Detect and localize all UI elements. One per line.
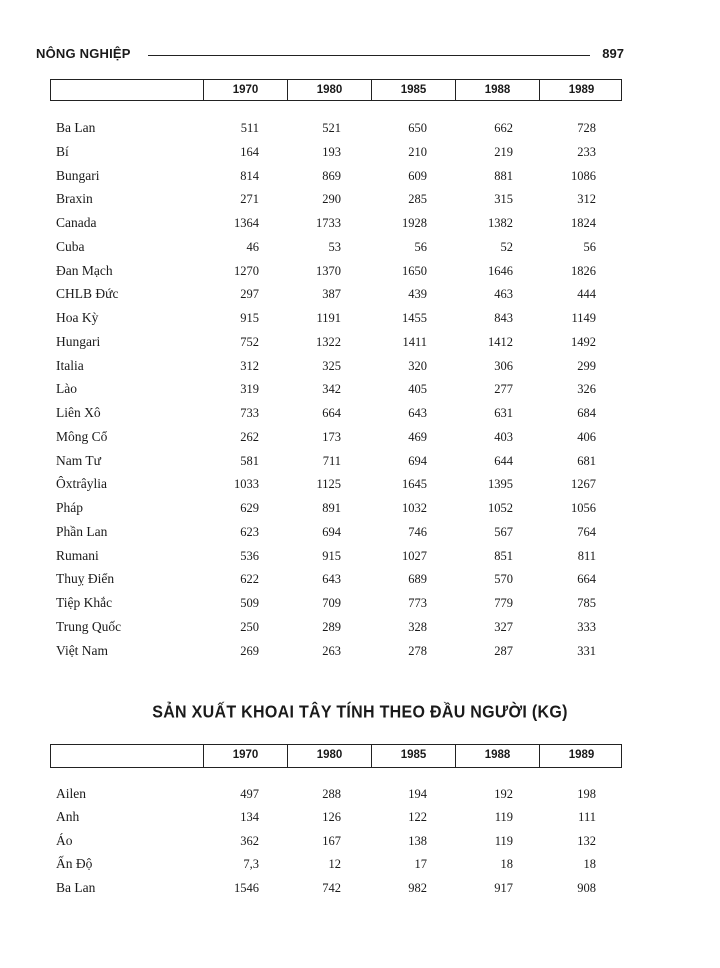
table2-header [50,744,622,768]
running-header [36,46,624,66]
value-cell: 192 [494,787,513,801]
value-cell: 746 [408,524,427,539]
country-name: Nam Tư [56,452,101,468]
value-cell: 631 [494,406,513,420]
value-cell: 1546 [234,880,259,895]
value-cell: 320 [408,358,427,373]
country-name: Cuba [56,238,85,254]
value-cell: 728 [577,121,596,135]
country-name: Hoa Kỳ [56,310,99,325]
table-row [56,120,604,144]
value-cell: 1370 [316,263,341,278]
country-name: Tiệp Khắc [56,595,113,610]
value-cell: 694 [408,453,427,468]
table-row [56,500,604,524]
value-cell: 134 [240,810,259,825]
value-cell: 1364 [234,216,259,230]
country-name: CHLB Đức [56,286,119,302]
value-cell: 567 [494,524,513,539]
table-row [56,144,604,168]
value-cell: 681 [577,453,596,468]
value-cell: 444 [577,287,596,302]
country-name: Phần Lan [56,523,108,539]
value-cell: 56 [583,239,596,254]
value-cell: 164 [240,144,259,159]
value-cell: 463 [494,287,513,302]
value-cell: 869 [322,168,341,183]
value-cell: 689 [408,572,427,587]
value-cell: 469 [408,429,427,444]
value-cell: 122 [408,810,427,825]
table-row [56,856,604,880]
country-name: Ba Lan [56,120,96,135]
table-row [56,453,604,477]
value-cell: 333 [577,619,596,634]
table-row [56,643,604,667]
value-cell: 662 [494,121,513,135]
column-header: 1989 [539,80,623,100]
value-cell: 851 [494,548,513,563]
value-cell: 521 [322,121,341,135]
value-cell: 1322 [316,334,341,349]
value-cell: 18 [500,857,513,872]
value-cell: 773 [408,596,427,610]
value-cell: 664 [322,406,341,420]
value-cell: 1056 [571,501,596,515]
value-cell: 46 [246,239,259,254]
value-cell: 1033 [234,477,259,492]
value-cell: 173 [322,429,341,444]
value-cell: 1032 [402,501,427,515]
value-cell: 1646 [488,263,513,278]
value-cell: 1650 [402,263,427,278]
country-name: Rumani [56,547,99,563]
table2-title: SẢN XUẤT KHOAI TÂY TÍNH THEO ĐẦU NGƯỜI (KG) [152,703,568,722]
column-header: 1970 [203,745,287,767]
value-cell: 1270 [234,263,259,278]
value-cell: 843 [494,311,513,325]
value-cell: 915 [322,548,341,563]
value-cell: 342 [322,382,341,397]
table1-header [50,79,622,101]
table-row [56,619,604,643]
value-cell: 917 [494,880,513,895]
value-cell: 119 [494,833,513,848]
table-row [56,191,604,215]
value-cell: 403 [494,429,513,444]
country-name: Italia [56,357,84,373]
table-row [56,880,604,904]
value-cell: 193 [322,144,341,159]
country-name: Anh [56,809,80,825]
country-name: Ôxtrâylia [56,476,107,492]
value-cell: 752 [240,334,259,349]
column-header: 1989 [539,745,623,767]
value-cell: 17 [414,857,427,872]
value-cell: 233 [577,144,596,159]
value-cell: 219 [494,144,513,159]
table-row [56,405,604,429]
table-row [56,310,604,334]
value-cell: 262 [240,429,259,444]
header-blank-cell [51,745,203,767]
value-cell: 622 [240,572,259,587]
value-cell: 111 [578,810,596,825]
value-cell: 278 [408,643,427,658]
table-row [56,595,604,619]
value-cell: 1928 [402,216,427,230]
value-cell: 891 [322,501,341,515]
value-cell: 881 [494,168,513,183]
value-cell: 387 [322,287,341,302]
value-cell: 250 [240,619,259,634]
value-cell: 814 [240,168,259,183]
country-name: Ailen [56,786,86,801]
value-cell: 1733 [316,216,341,230]
value-cell: 439 [408,287,427,302]
country-name: Lào [56,381,77,397]
country-name: Ba Lan [56,879,96,895]
value-cell: 509 [240,596,259,610]
table-row [56,571,604,595]
table-row [56,429,604,453]
value-cell: 764 [577,524,596,539]
value-cell: 1645 [402,477,427,492]
table-row [56,476,604,500]
table-row [56,334,604,358]
country-name: Braxin [56,191,93,207]
value-cell: 12 [328,857,341,872]
value-cell: 1267 [571,477,596,492]
country-name: Ấn Độ [56,856,93,872]
country-name: Liên Xô [56,405,101,420]
value-cell: 536 [240,548,259,563]
table-row [56,358,604,382]
value-cell: 331 [577,643,596,658]
column-header: 1988 [455,80,539,100]
table-row [56,263,604,287]
value-cell: 285 [408,192,427,207]
value-cell: 1395 [488,477,513,492]
value-cell: 1382 [488,216,513,230]
value-cell: 908 [577,880,596,895]
value-cell: 198 [577,787,596,801]
country-name: Bí [56,143,69,159]
value-cell: 694 [322,524,341,539]
value-cell: 271 [240,192,259,207]
value-cell: 733 [240,406,259,420]
value-cell: 1824 [571,216,596,230]
value-cell: 742 [322,880,341,895]
value-cell: 406 [577,429,596,444]
value-cell: 362 [240,833,259,848]
country-name: Hungari [56,333,101,349]
value-cell: 629 [240,501,259,515]
table-row [56,215,604,239]
value-cell: 299 [577,358,596,373]
value-cell: 132 [577,833,596,848]
value-cell: 1052 [488,501,513,515]
value-cell: 126 [322,810,341,825]
country-name: Mông Cổ [56,428,108,444]
country-name: Pháp [56,500,83,515]
column-header: 1970 [203,80,287,100]
value-cell: 581 [240,453,259,468]
value-cell: 56 [414,239,427,254]
country-name: Đan Mạch [56,262,113,278]
value-cell: 1125 [316,477,341,492]
section-title: NÔNG NGHIỆP [36,46,131,61]
value-cell: 570 [494,572,513,587]
country-name: Thuỵ Điển [56,571,115,587]
value-cell: 709 [322,596,341,610]
value-cell: 1411 [402,334,427,349]
value-cell: 312 [577,192,596,207]
value-cell: 779 [494,596,513,610]
value-cell: 306 [494,358,513,373]
column-header: 1985 [371,80,455,100]
value-cell: 511 [240,121,259,135]
value-cell: 288 [322,787,341,801]
table-row [56,168,604,192]
value-cell: 210 [408,144,427,159]
value-cell: 289 [322,619,341,634]
table-row [56,524,604,548]
table-row [56,786,604,810]
value-cell: 643 [408,406,427,420]
value-cell: 1149 [571,311,596,325]
header-rule [148,55,590,56]
value-cell: 497 [240,787,259,801]
value-cell: 915 [240,311,259,325]
value-cell: 1826 [571,263,596,278]
table-row [56,809,604,833]
table-row [56,239,604,263]
value-cell: 119 [494,810,513,825]
table-row [56,548,604,572]
table-row [56,381,604,405]
table-row [56,833,604,857]
value-cell: 609 [408,168,427,183]
country-name: Áo [56,832,73,848]
value-cell: 327 [494,619,513,634]
value-cell: 1412 [488,334,513,349]
value-cell: 1455 [402,311,427,325]
table-row [56,286,604,310]
country-name: Trung Quốc [56,618,122,634]
value-cell: 664 [577,572,596,587]
country-name: Bungari [56,167,100,183]
value-cell: 328 [408,619,427,634]
value-cell: 194 [408,787,427,801]
value-cell: 1086 [571,168,596,183]
value-cell: 643 [322,572,341,587]
value-cell: 297 [240,287,259,302]
value-cell: 785 [577,596,596,610]
country-name: Việt Nam [56,642,109,658]
value-cell: 263 [322,643,341,658]
column-header: 1985 [371,745,455,767]
value-cell: 325 [322,358,341,373]
header-blank-cell [51,80,203,100]
value-cell: 7,3 [243,857,259,872]
column-header: 1988 [455,745,539,767]
value-cell: 623 [240,524,259,539]
value-cell: 18 [583,857,596,872]
value-cell: 644 [494,453,513,468]
page-number: 897 [602,46,624,61]
value-cell: 52 [500,239,513,254]
value-cell: 138 [408,833,427,848]
value-cell: 811 [577,548,596,563]
value-cell: 167 [322,833,341,848]
country-name: Canada [56,215,97,230]
value-cell: 684 [577,406,596,420]
value-cell: 277 [494,382,513,397]
value-cell: 287 [494,643,513,658]
value-cell: 1191 [316,311,341,325]
value-cell: 711 [322,453,341,468]
value-cell: 319 [240,382,259,397]
value-cell: 1492 [571,334,596,349]
value-cell: 312 [240,358,259,373]
value-cell: 650 [408,121,427,135]
value-cell: 53 [328,239,341,254]
value-cell: 315 [494,192,513,207]
value-cell: 1027 [402,548,427,563]
value-cell: 326 [577,382,596,397]
value-cell: 982 [408,880,427,895]
value-cell: 405 [408,382,427,397]
column-header: 1980 [287,80,371,100]
value-cell: 290 [322,192,341,207]
value-cell: 269 [240,643,259,658]
column-header: 1980 [287,745,371,767]
